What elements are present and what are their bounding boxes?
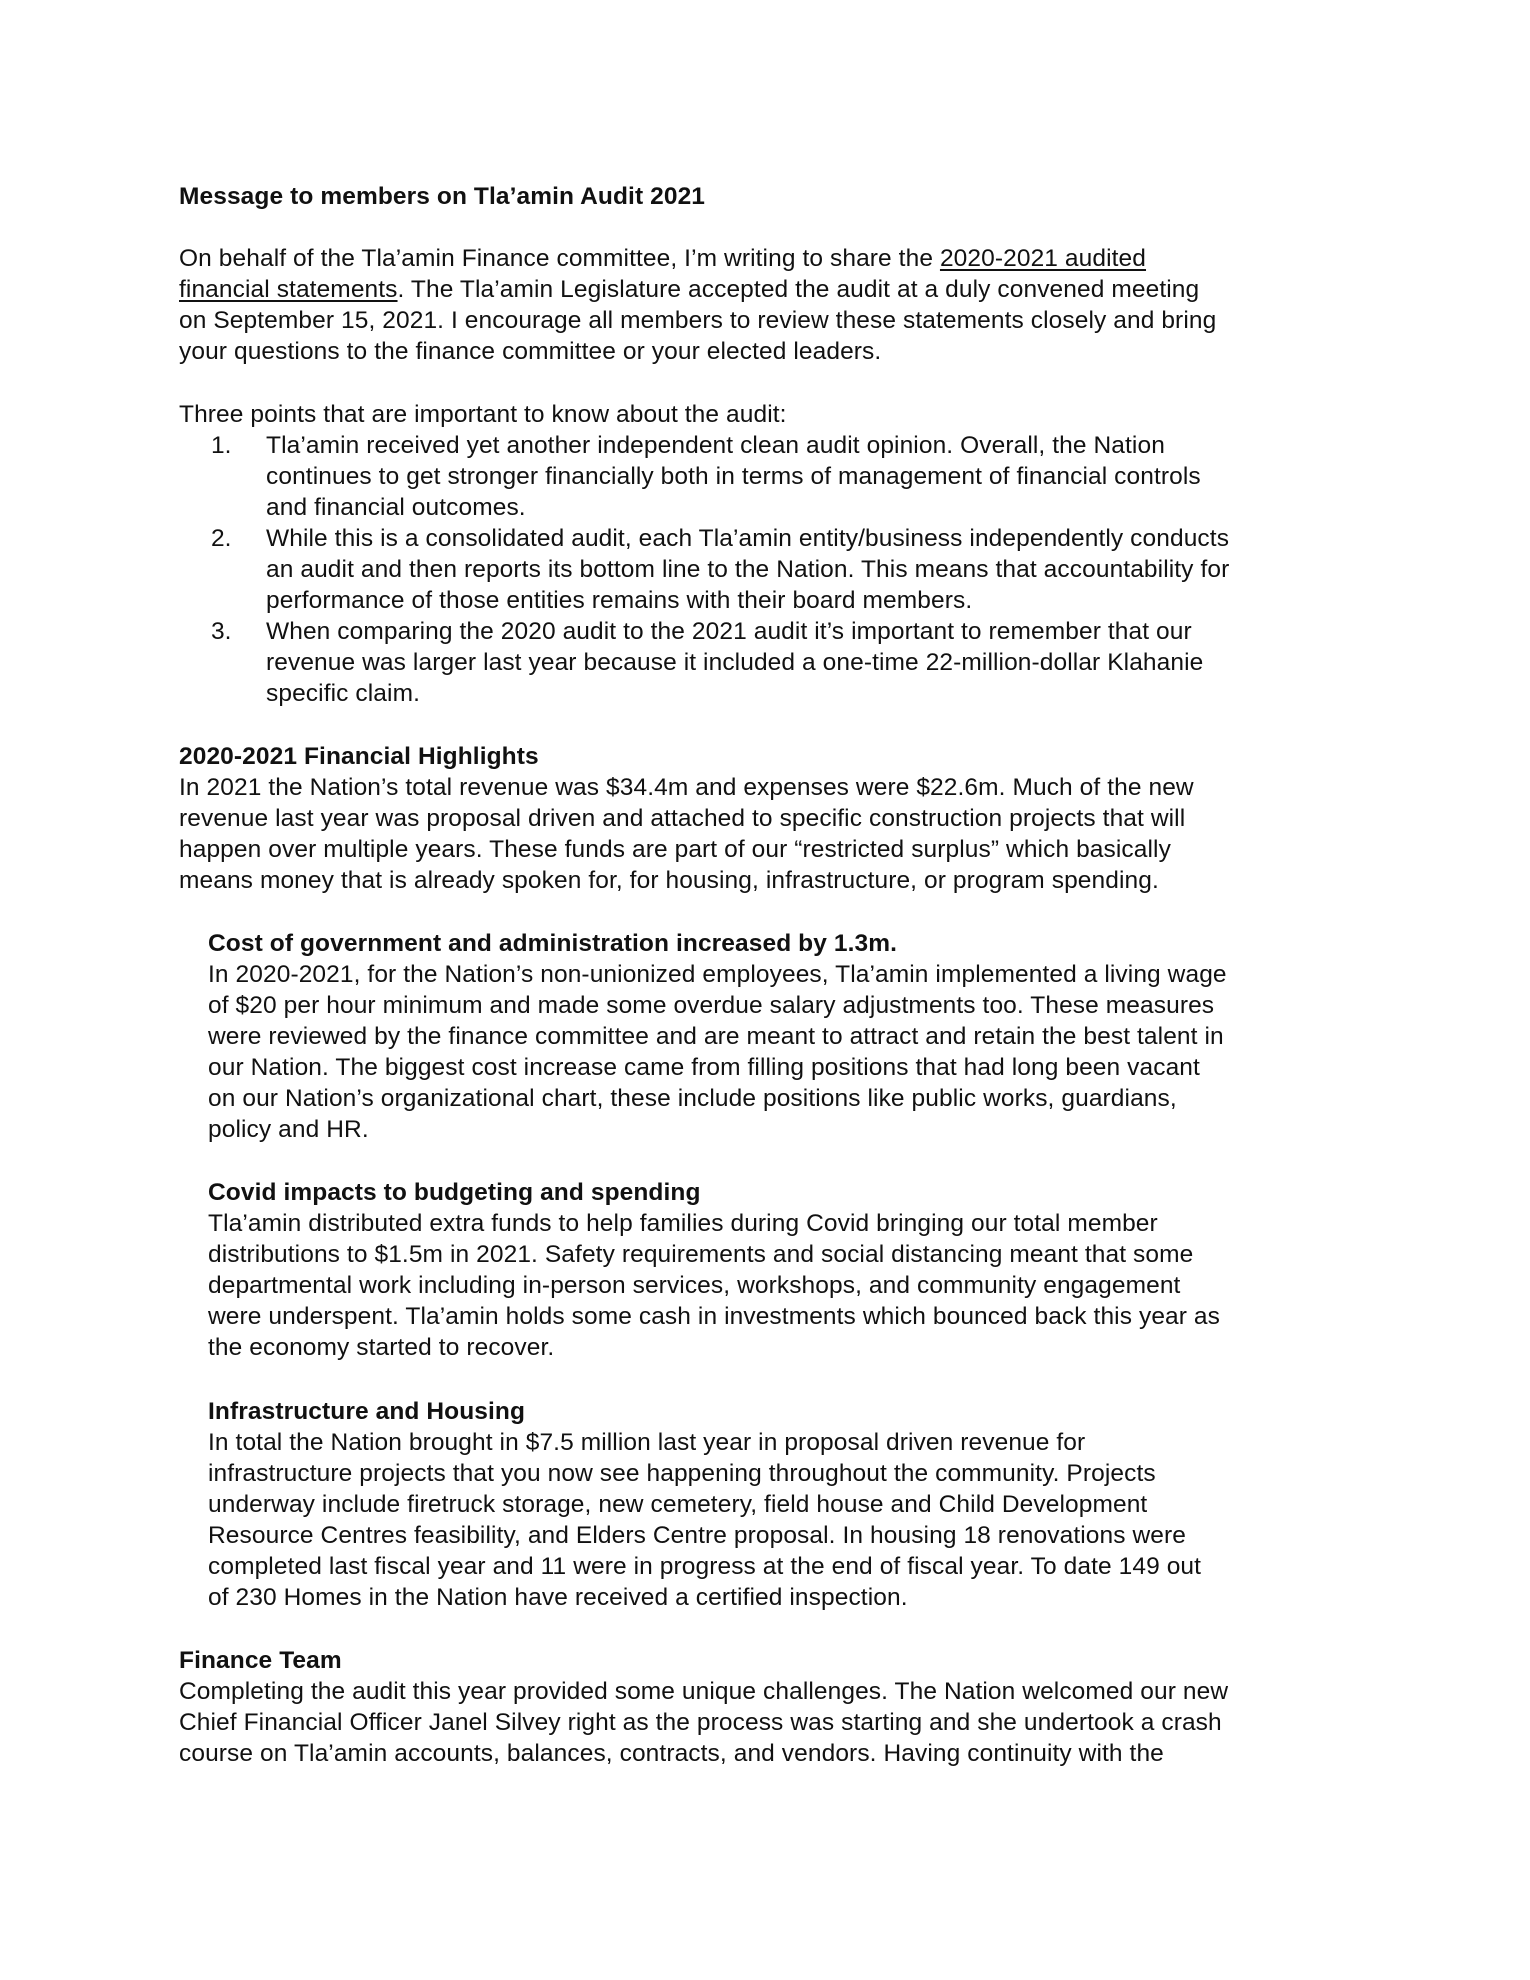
list-number: 2. (211, 525, 232, 552)
intro-text-prefix: On behalf of the Tla’amin Finance committee, I’m writing to share the (179, 245, 940, 272)
finance-team-line: course on Tla’amin accounts, balances, contracts, and vendors. Having continuity with the (179, 1740, 1164, 1767)
covid-section-heading: Covid impacts to budgeting and spending (208, 1179, 701, 1206)
covid-section-line: Tla’amin distributed extra funds to help families during Covid bringing our total member (208, 1210, 1158, 1237)
list-item-line: When comparing the 2020 audit to the 2021 audit it’s important to remember that our (266, 618, 1192, 645)
finance-team-line: Completing the audit this year provided some unique challenges. The Nation welcomed our new (179, 1678, 1229, 1705)
infrastructure-section-line: of 230 Homes in the Nation have received a certified inspection. (208, 1584, 908, 1611)
cost-section-line: of $20 per hour minimum and made some overdue salary adjustments too. These measures (208, 992, 1215, 1019)
list-item-line: specific claim. (266, 680, 420, 707)
cost-section-line: In 2020-2021, for the Nation’s non-unionized employees, Tla’amin implemented a living wage (208, 961, 1227, 988)
finance-team-line: Chief Financial Officer Janel Silvey right as the process was starting and she undertook a crash (179, 1709, 1222, 1736)
list-item-line: While this is a consolidated audit, each Tla’amin entity/business independently conducts (266, 525, 1230, 552)
audited-statements-link-continued[interactable]: financial statements (179, 276, 398, 303)
intro-line-2 (179, 274, 1199, 305)
covid-section-line: departmental work including in-person services, workshops, and community engagement (208, 1272, 1181, 1299)
intro-text-suffix: . The Tla’amin Legislature accepted the audit at a duly convened meeting (397, 276, 1200, 303)
infrastructure-section-line: Resource Centres feasibility, and Elders Centre proposal. In housing 18 renovations were (208, 1522, 1186, 1549)
infrastructure-section-line: underway include firetruck storage, new cemetery, field house and Child Development (208, 1491, 1148, 1518)
finance-team-heading: Finance Team (179, 1647, 342, 1674)
infrastructure-section-line: infrastructure projects that you now see happening throughout the community. Projects (208, 1460, 1156, 1487)
intro-line-3: on September 15, 2021. I encourage all members to review these statements closely and bring (179, 307, 1217, 334)
cost-section-heading: Cost of government and administration increased by 1.3m. (208, 930, 898, 957)
list-item-line: continues to get stronger financially both in terms of management of financial controls (266, 463, 1201, 490)
list-item-line: performance of those entities remains with their board members. (266, 587, 973, 614)
highlights-heading: 2020-2021 Financial Highlights (179, 743, 539, 770)
cost-section-line: our Nation. The biggest cost increase came from filling positions that had long been vacant (208, 1054, 1200, 1081)
highlights-line: means money that is already spoken for, for housing, infrastructure, or program spending. (179, 867, 1159, 894)
list-number: 1. (211, 432, 232, 459)
infrastructure-section-line: completed last fiscal year and 11 were in progress at the end of fiscal year. To date 149 out (208, 1553, 1202, 1580)
intro-line-4: your questions to the finance committee or your elected leaders. (179, 338, 882, 365)
infrastructure-section-line: In total the Nation brought in $7.5 million last year in proposal driven revenue for (208, 1429, 1086, 1456)
list-item-line: revenue was larger last year because it included a one-time 22-million-dollar Klahanie (266, 649, 1204, 676)
list-item-line: an audit and then reports its bottom line to the Nation. This means that accountability for (266, 556, 1230, 583)
infrastructure-section-heading: Infrastructure and Housing (208, 1398, 526, 1425)
list-item-line: Tla’amin received yet another independent clean audit opinion. Overall, the Nation (266, 432, 1165, 459)
document-title: Message to members on Tla’amin Audit 2021 (179, 183, 706, 210)
cost-section-line: were reviewed by the finance committee and are meant to attract and retain the best talent in (208, 1023, 1224, 1050)
highlights-line: In 2021 the Nation’s total revenue was $34.4m and expenses were $22.6m. Much of the new (179, 774, 1194, 801)
list-number: 3. (211, 618, 232, 645)
cost-section-line: policy and HR. (208, 1116, 369, 1143)
intro-line-1 (179, 243, 1146, 274)
cost-section-line: on our Nation’s organizational chart, these include positions like public works, guardians, (208, 1085, 1177, 1112)
covid-section-line: the economy started to recover. (208, 1334, 555, 1361)
covid-section-line: were underspent. Tla’amin holds some cash in investments which bounced back this year as (208, 1303, 1221, 1330)
covid-section-line: distributions to $1.5m in 2021. Safety requirements and social distancing meant that some (208, 1241, 1194, 1268)
points-lead: Three points that are important to know about the audit: (179, 401, 787, 428)
list-item-line: and financial outcomes. (266, 494, 526, 521)
highlights-line: happen over multiple years. These funds are part of our “restricted surplus” which basically (179, 836, 1171, 863)
highlights-line: revenue last year was proposal driven and attached to specific construction projects that will (179, 805, 1186, 832)
audited-statements-link[interactable]: 2020-2021 audited (939, 245, 1147, 272)
